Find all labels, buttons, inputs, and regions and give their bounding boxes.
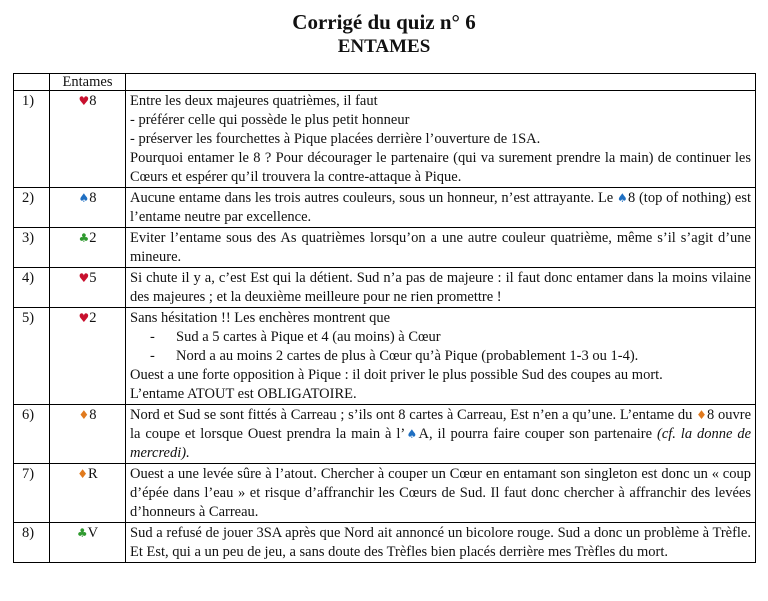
table-row [14,228,756,268]
text-fragment: A, il pourra faire couper son partenaire [418,426,657,442]
lead-value: R [88,466,98,482]
header-lead-cell: Entames [50,74,126,91]
lead-cell [50,268,126,308]
row-number: 5) [14,308,50,405]
explanation-text: Si chute il y a, c’est Est qui la détient. Sud n’a pas de majeure : il faut donc entamer dans la moins vilaine des majeures ; et la deuxième meilleure pour ne rien promettre ! [130,270,751,305]
table-row [14,188,756,228]
text-fragment: 8 ouvre la coupe et lorsque Ouest prendra la main à l’ [130,407,752,442]
lead-value: 5 [89,270,97,286]
row-number: 2) [14,188,50,228]
explanation-cell [126,405,756,464]
explanation-text [130,406,751,463]
explanation-cell [126,228,756,268]
table-row [14,405,756,464]
lead-value: V [87,525,99,541]
lead-cell [50,188,126,228]
text-fragment: Nord et Sud se sont fittés à Carreau ; s’ils ont 8 cartes à Carreau, Est n’en a qu’une. L’entame du [130,407,697,423]
row-number: 8) [14,523,50,563]
page-title: Corrigé du quiz n° 6 [292,10,476,34]
explanation-cell [126,464,756,523]
explanation-line: - préserver les fourchettes à Pique placées derrière l’ouverture de 1SA. [130,131,541,147]
diamond-icon: ♦ [77,467,89,481]
diamond-icon: ♦ [696,408,707,422]
bullet-list [130,328,751,366]
explanation-cell [126,268,756,308]
explanation-text: Eviter l’entame sous des As quatrièmes lorsqu’on a une autre couleur quatrième, même s’il s’agit d’une mineure. [130,230,751,265]
explanation-cell [126,188,756,228]
table-row [14,268,756,308]
header-number-cell [14,74,50,91]
spade-icon: ♠ [617,191,628,205]
club-icon: ♣ [78,231,90,245]
lead-cell [50,228,126,268]
lead-cell [50,91,126,188]
explanation-text: Sud a refusé de jouer 3SA après que Nord ait annoncé un bicolore rouge. Sud a donc un problème à Trèfle. Et Est, qui a un peu de jeu, a sans doute des Trèfles bien placés derrière mes Trèfles du mort. [130,525,751,560]
explanation-line: - préférer celle qui possède le plus petit honneur [130,112,410,128]
explanation-cell [126,91,756,188]
diamond-icon: ♦ [78,408,90,422]
explanation-line: Pourquoi entamer le 8 ? Pour décourager le partenaire (qui va surement prendre la main) de continuer les Cœurs et espérer qu’il trouvera la contre-attaque à Pique. [130,150,751,185]
lead-cell [50,405,126,464]
header-row [14,74,756,91]
lead-value: 2 [89,230,97,246]
row-number: 1) [14,91,50,188]
lead-cell [50,464,126,523]
table-row [14,308,756,405]
page-subtitle: ENTAMES [337,36,431,57]
answers-table [13,73,756,563]
list-item: - Nord a au moins 2 cartes de plus à Cœur qu’à Pique (probablement 1-3 ou 1-4). [176,347,751,366]
heart-icon: ♥ [78,94,90,108]
text-fragment: Aucune entame dans les trois autres couleurs, sous un honneur, n’est attrayante. Le [130,190,618,206]
spade-icon: ♠ [78,191,90,205]
spade-icon: ♠ [405,427,419,441]
explanation-line: L’entame ATOUT est OBLIGATOIRE. [130,386,357,402]
reference-note: (cf. la donne de mercredi). [130,426,752,461]
explanation-line: Sans hésitation !! Les enchères montrent que [130,310,391,326]
lead-cell [50,308,126,405]
lead-value: 2 [89,310,97,326]
row-number: 4) [14,268,50,308]
lead-value: 8 [89,93,97,109]
explanation-cell [126,523,756,563]
club-icon: ♣ [76,526,88,540]
lead-value: 8 [89,190,97,206]
lead-value: 8 [89,407,97,423]
table-row [14,464,756,523]
explanation-cell [126,308,756,405]
row-number: 6) [14,405,50,464]
row-number: 3) [14,228,50,268]
list-item: - Sud a 5 cartes à Pique et 4 (au moins) à Cœur [176,328,751,347]
header-text-cell [126,74,756,91]
text-fragment: 8 (top of nothing) est l’entame neutre par excellence. [130,190,751,225]
table-row [14,91,756,188]
table-row [14,523,756,563]
explanation-text [130,189,751,227]
explanation-text: Ouest a une levée sûre à l’atout. Chercher à couper un Cœur en entamant son singleton est donc un « coup d’épée dans l’eau » et risque d’affranchir les Cœurs de Sud. Il faut donc chercher à affranchir des levées d’honneurs à Carreau. [130,466,751,520]
heart-icon: ♥ [78,271,90,285]
lead-cell [50,523,126,563]
explanation-line: Entre les deux majeures quatrièmes, il faut [130,93,378,109]
row-number: 7) [14,464,50,523]
explanation-line: Ouest a une forte opposition à Pique : il doit priver le plus possible Sud des coupes au mort. [130,367,663,383]
heart-icon: ♥ [78,311,90,325]
